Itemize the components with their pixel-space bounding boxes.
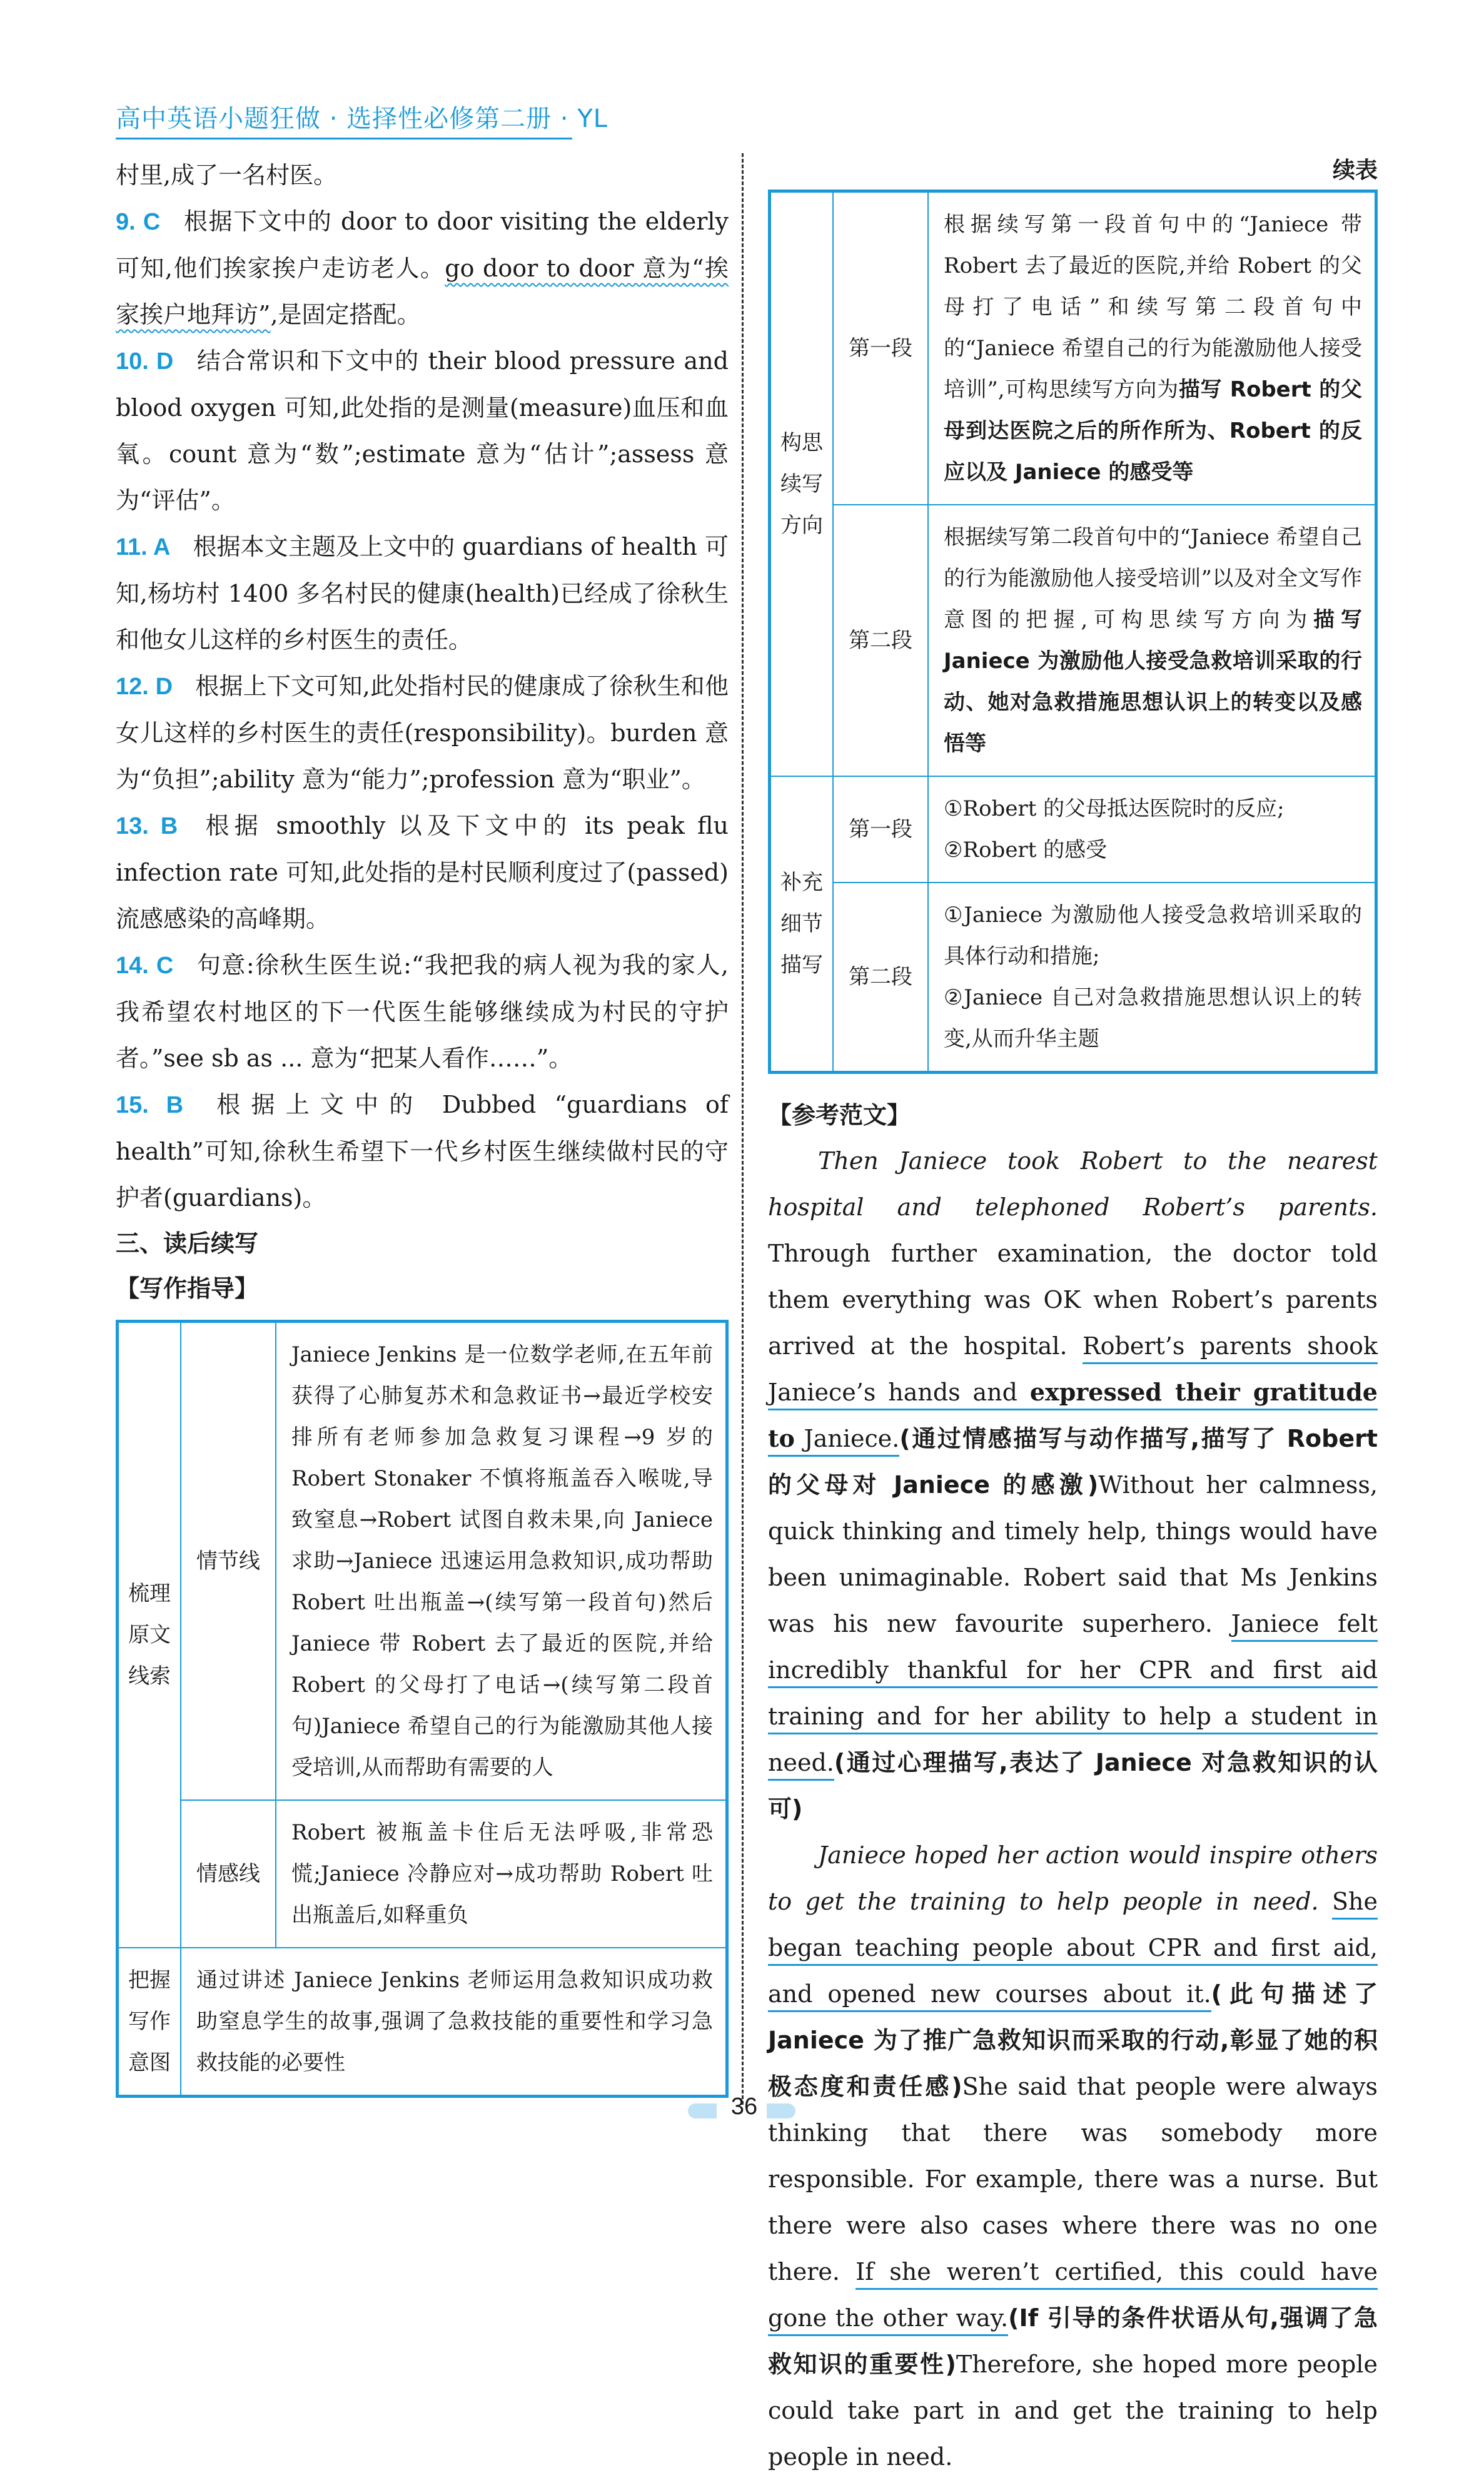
guide-title: 【写作指导】 <box>116 1275 259 1302</box>
row-content <box>928 191 1376 505</box>
detail-item: ①Robert 的父母抵达医院时的反应; <box>944 796 1285 821</box>
answer-11 <box>116 524 729 663</box>
table-row <box>118 1948 727 2097</box>
answer-14 <box>116 942 729 1081</box>
answer-9 <box>116 198 729 338</box>
group-label: 构思续写方向 <box>770 191 834 777</box>
column-divider <box>742 153 744 2105</box>
page-number: 36 <box>730 2093 758 2120</box>
writing-guide-table <box>116 1320 729 2098</box>
annotation: (If 引导的条件状语从句,强调了急救知识的重要性) <box>768 2304 1378 2378</box>
answer-text: 根据本文主题及上文中的 guardians of health 可知,杨坊村 1400 多名村民的健康(health)已经成了徐秋生和他女儿这样的乡村医生的责任。 <box>116 533 729 654</box>
table-row <box>118 1800 727 1948</box>
plain-text: 根据续写第二段首句中的“Janiece 希望自己的行为能激励他人接受培训”以及对全文写作意图的把握,可构思续写方向为 <box>944 525 1362 632</box>
detail-item: ②Janiece 自己对急救措施思想认识上的转变,从而升华主题 <box>944 985 1362 1051</box>
continued-label: 续表 <box>1332 158 1378 183</box>
row-content <box>928 505 1376 776</box>
answer-text: 根据 smoothly 以及下文中的 its peak flu infection rate 可知,此处指的是村民顺利度过了(passed)流感感染的高峰期。 <box>116 812 729 933</box>
answer-number: 15. B <box>116 1092 184 1118</box>
intro-line: 村里,成了一名村医。 <box>116 161 338 189</box>
row-content: Robert 被瓶盖卡住后无法呼吸,非常恐慌;Janiece 冷静应对→成功帮助 Robert 吐出瓶盖后,如释重负 <box>276 1800 727 1948</box>
bold-text: 描写 Janiece 为激励他人接受急救培训采取的行动、她对急救措施思想认识上的转变以及感悟等 <box>944 607 1363 756</box>
row-label: 第一段 <box>833 776 928 883</box>
section-title: 三、读后续写 <box>116 1230 259 1257</box>
table-row <box>770 776 1376 883</box>
bold-text: 描写 Robert 的父母到达医院之后的所作所为、Robert 的反应以及 Janiece 的感受等 <box>944 377 1362 485</box>
book-title: 高中英语小题狂做 · 选择性必修第二册 · YL <box>116 104 608 133</box>
plain-text: 根据续写第一段首句中的“Janiece 带 Robert 去了最近的医院,并给 Robert 的父母打了电话”和续写第二段首句中的“Janiece 希望自己的行为能激励他人接受培训”,可构思续写方向为 <box>944 212 1362 402</box>
essay-text: Therefore, she hoped more people could take part in and get the training to help people in need. <box>768 2351 1378 2471</box>
essay-paragraph-2 <box>768 1832 1378 2480</box>
answer-text: 句意:徐秋生医生说:“我把我的病人视为我的家人,我希望农村地区的下一代医生能够继续成为村民的守护者。”see sb as ... 意为“把某人看作……”。 <box>116 951 729 1072</box>
annotation: (通过情感描写与动作描写,描写了 Robert 的父母对 Janiece 的感激) <box>768 1425 1378 1499</box>
essay-text: Janiece. <box>794 1425 900 1452</box>
wavy-highlight: go door to door 意为“挨家挨户地拜访” <box>116 255 729 328</box>
detail-item: ②Robert 的感受 <box>944 838 1108 863</box>
table-row <box>770 191 1376 505</box>
pill-decoration-left <box>688 2103 717 2118</box>
answer-text: 结合常识和下文中的 their blood pressure and blood oxygen 可知,此处指的是测量(measure)血压和血氧。count 意为“数”;estimate 意为“估计”;assess 意为“评估”。 <box>116 347 729 514</box>
pill-decoration-right <box>767 2103 795 2118</box>
running-header <box>116 100 608 138</box>
answer-13 <box>116 802 729 942</box>
essay-paragraph-1 <box>768 1138 1378 1832</box>
row-label: 第一段 <box>833 191 928 505</box>
answer-10 <box>116 338 729 524</box>
page-number-badge <box>688 2093 800 2123</box>
table-row <box>770 505 1376 776</box>
continued-table <box>768 190 1378 1074</box>
underlined-sentence: If she weren’t certified, this could have gone the other way. <box>768 2258 1378 2336</box>
table-row <box>118 1322 727 1801</box>
given-sentence: Then Janiece took Robert to the nearest hospital and telephoned Robert’s parents. <box>768 1147 1378 1221</box>
answer-text: 根据上下文可知,此处指村民的健康成了徐秋生和他女儿这样的乡村医生的责任(responsibility)。burden 意为“负担”;ability 意为“能力”;profession 意为“职业”。 <box>116 672 729 793</box>
underlined-sentence: Janiece felt incredibly thankful for her CPR and first aid training and for her ability to help a student in need. <box>768 1610 1378 1781</box>
group-label: 补充细节描写 <box>770 776 834 1073</box>
row-content: Janiece Jenkins 是一位数学老师,在五年前获得了心肺复苏术和急救证书→最近学校安排所有老师参加急救复习课程→9 岁的 Robert Stonaker 不慎将瓶盖吞入喉咙,导致窒息→Robert 试图自救未果,向 Janiece 求助→Janiece 迅速运用急救知识,成功帮助 Robert 吐出瓶盖→(续写第一段首句)然后 Janiece 带 Robert 去了最近的医院,并给 Robert 的父母打了电话→(续写第二段首句)Janiece 希望自己的行为能激励其他人接受培训,从而帮助有需要的人 <box>276 1322 727 1801</box>
row-content: 通过讲述 Janiece Jenkins 老师运用急救知识成功救助窒息学生的故事,强调了急救技能的重要性和学习急救技能的必要性 <box>181 1948 727 2097</box>
row-content <box>928 776 1376 883</box>
answer-text: 根据上文中的 Dubbed “guardians of health”可知,徐秋生希望下一代乡村医生继续做村民的守护者(guardians)。 <box>116 1091 729 1212</box>
answer-number: 11. A <box>116 534 171 560</box>
given-sentence: Janiece hoped her action would inspire others to get the training to help people in need. <box>768 1841 1378 1915</box>
reference-title: 【参考范文】 <box>768 1101 911 1129</box>
answer-number: 9. C <box>116 209 161 235</box>
row-content <box>928 883 1376 1073</box>
row-label: 第二段 <box>833 883 928 1073</box>
row-label: 情节线 <box>181 1322 276 1801</box>
header-rule <box>116 138 572 139</box>
answer-12 <box>116 663 729 802</box>
group-label: 梳理原文线索 <box>118 1322 181 1948</box>
answer-text: ,是固定搭配。 <box>270 301 421 328</box>
essay-text: Without her calmness, quick thinking and timely help, things would have been unimaginable. Robert said that Ms Jenkins was his new favourite superhero. <box>768 1471 1378 1637</box>
right-column <box>768 152 1378 2480</box>
answer-number: 10. D <box>116 348 174 375</box>
answer-number: 12. D <box>116 674 173 700</box>
table-row <box>770 883 1376 1073</box>
left-column <box>116 152 729 2098</box>
answer-number: 14. C <box>116 953 174 979</box>
annotation: (此句描述了 Janiece 为了推广急救知识而采取的行动,彰显了她的积极态度和责任感) <box>768 1980 1378 2100</box>
underlined-sentence: She began teaching people about CPR and first aid, and opened new courses about it. <box>768 1888 1378 2012</box>
bold-phrase: expressed their gratitude to <box>768 1378 1378 1452</box>
group-label: 把握写作意图 <box>118 1948 181 2097</box>
essay-text: Robert’s parents shook Janiece’s hands and <box>768 1332 1378 1406</box>
row-label: 情感线 <box>181 1800 276 1948</box>
essay-text: She said that people were always thinking that there was somebody more responsible. For example, there was a nurse. But there were also cases where there was no one there. <box>768 2073 1378 2285</box>
essay-text: Through further examination, the doctor told them everything was OK when Robert’s parents arrived at the hospital. <box>768 1240 1378 1360</box>
annotation: (通过心理描写,表达了 Janiece 对急救知识的认可) <box>768 1749 1378 1823</box>
answer-15 <box>116 1081 729 1221</box>
answer-text: 根据下文中的 door to door visiting the elderly 可知,他们挨家挨户走访老人。 <box>116 208 729 282</box>
detail-item: ①Janiece 为激励他人接受急救培训采取的具体行动和措施; <box>944 903 1362 969</box>
answer-number: 13. B <box>116 813 178 839</box>
row-label: 第二段 <box>833 505 928 776</box>
